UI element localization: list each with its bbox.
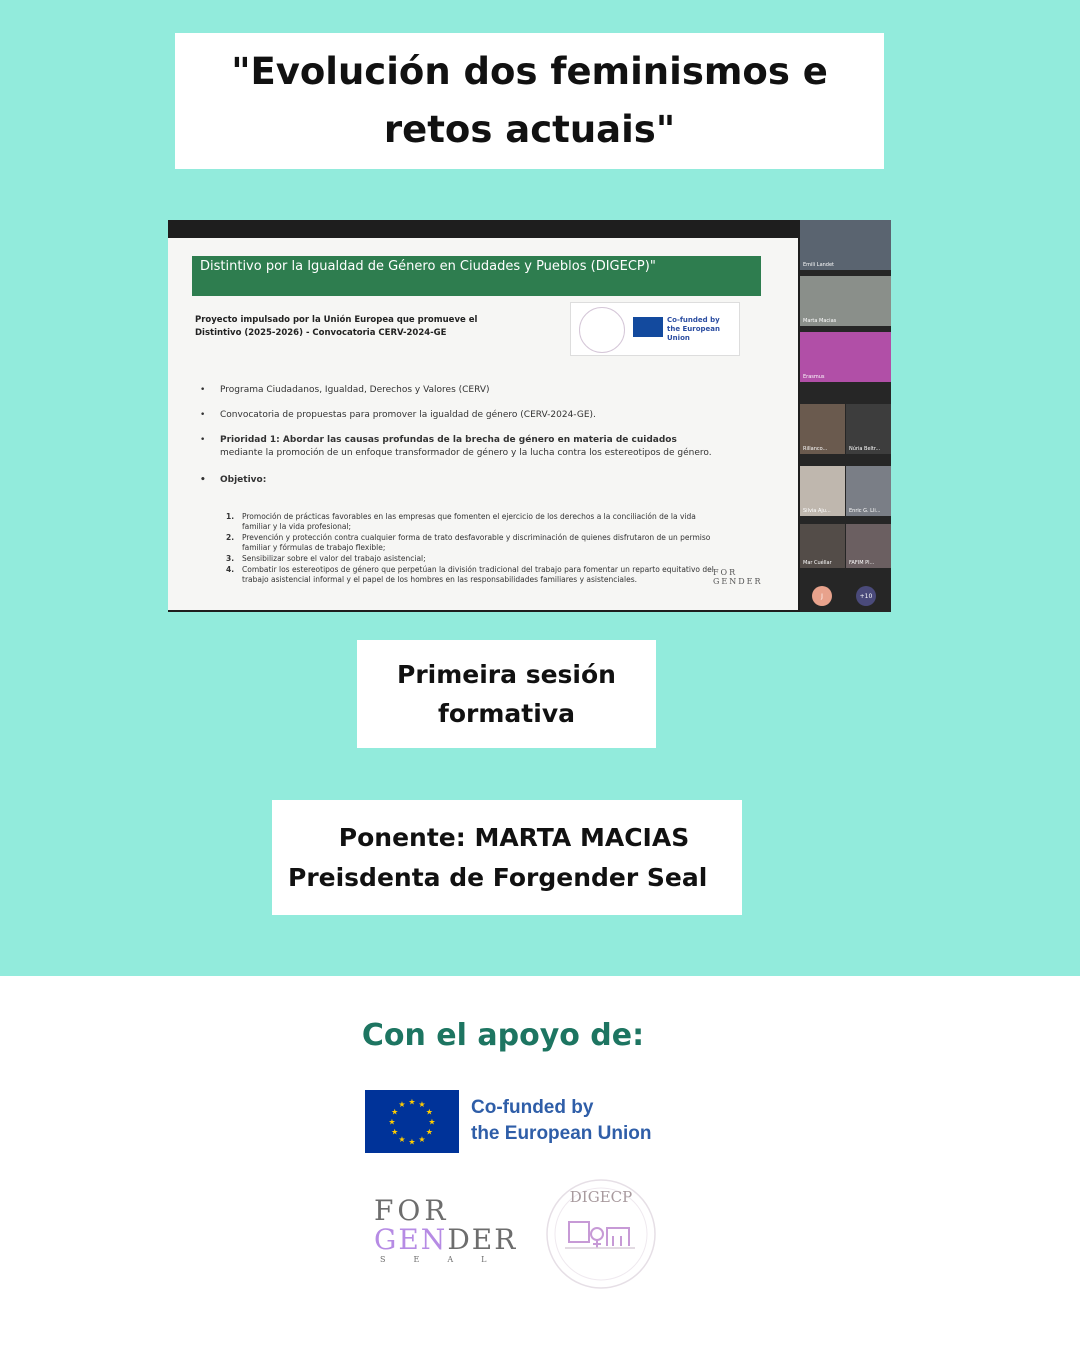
speaker-card — [272, 800, 742, 915]
participant-name: Silvia Aju... — [803, 508, 831, 514]
slide-fg-line-2: GENDER — [713, 577, 763, 586]
participant-name: Núria Beltr... — [849, 446, 881, 452]
eu-star-icon: ★ — [391, 1107, 399, 1117]
forgender-seal-logo — [374, 1194, 518, 1264]
participant-tile — [800, 524, 845, 568]
participant-name: Erasmus — [803, 374, 825, 380]
mini-cofunded-text — [667, 316, 739, 343]
participant-tile — [800, 332, 891, 382]
session-line-1: Primeira sesión — [397, 660, 616, 689]
slide-forgender-logo — [713, 568, 763, 586]
participant-name: FAFIM Pl... — [849, 560, 875, 566]
speaker-line-2: Preisdenta de Forgender Seal — [288, 863, 708, 892]
participant-tile — [800, 466, 845, 516]
eu-star-icon: ★ — [388, 1117, 396, 1127]
objective-number: 3. — [226, 554, 235, 563]
participant-name: Mar Cuéllar — [803, 560, 832, 566]
objective-list — [226, 512, 716, 586]
slide-logos — [570, 302, 740, 356]
objective-text: Combatir los estereotipos de género que perpetúan la división tradicional del trabajo para fomentar un reparto equitativo del trabajo asistencial informal y el papel de los hombres en las responsabilidades familiares y asistenciales. — [242, 565, 714, 584]
slide-intro-line-2: Distintivo (2025-2026) - Convocatoria CERV-2024-GE — [195, 328, 447, 338]
speaker-line-1: Ponente: MARTA MACIAS — [338, 823, 690, 852]
eu-star-icon: ★ — [408, 1137, 416, 1147]
fg-logo-seal: SEAL — [380, 1255, 515, 1264]
participant-tile — [846, 524, 891, 568]
eu-star-icon: ★ — [398, 1134, 406, 1144]
bullet-priority-detail: mediante la promoción de un enfoque transformador de género y la lucha contra los estereotipos de género. — [220, 448, 712, 458]
participant-tile — [846, 404, 891, 454]
objective-number: 2. — [226, 533, 235, 542]
slide-fg-line-1: FOR — [713, 568, 738, 577]
digecp-seal-icon — [545, 1178, 657, 1290]
slide-header: Distintivo por la Igualdad de Género en Ciudades y Pueblos (DIGECP)" — [192, 256, 761, 296]
slide-bullets — [220, 384, 740, 499]
title-line-2: retos actuais" — [383, 108, 676, 151]
bullet-item: • Programa Ciudadanos, Igualdad, Derechos y Valores (CERV) — [220, 384, 740, 397]
session-line-2: formativa — [438, 699, 575, 728]
objective-item — [226, 565, 716, 585]
mini-cofunded-line-2: the European Union — [667, 325, 721, 342]
digecp-mini-seal-icon — [579, 307, 625, 353]
participant-name: Rillanco... — [803, 446, 828, 452]
eu-mini-flag-icon — [633, 317, 663, 337]
presentation-slide — [168, 238, 798, 610]
title-line-1: "Evolución dos feminismos e — [231, 50, 828, 93]
participant-name: Marta Macias — [803, 318, 837, 324]
fg-logo-der: DER — [447, 1223, 518, 1256]
eu-line-1: Co-funded by — [471, 1097, 594, 1118]
objective-text: Prevención y protección contra cualquier forma de trato desfavorable y discriminación de quienes disfrutaron de un permiso familiar y fórmulas de trabajo flexible; — [242, 533, 711, 552]
eu-star-icon: ★ — [418, 1134, 426, 1144]
eu-star-icon: ★ — [391, 1127, 399, 1137]
participant-tile — [800, 220, 891, 270]
more-participants-badge[interactable]: +10 — [856, 586, 876, 606]
objective-text: Sensibilizar sobre el valor del trabajo asistencial; — [242, 554, 426, 563]
eu-line-2: the European Union — [471, 1123, 652, 1144]
session-card — [357, 640, 656, 748]
objective-item — [226, 533, 716, 553]
participant-tile — [846, 466, 891, 516]
eu-star-icon: ★ — [418, 1100, 426, 1110]
slide-intro — [195, 314, 525, 340]
objective-item — [226, 554, 716, 564]
eu-star-icon: ★ — [425, 1127, 433, 1137]
participant-tile — [800, 276, 891, 326]
eu-star-icon: ★ — [408, 1097, 416, 1107]
objective-number: 1. — [226, 512, 235, 521]
meeting-screenshot — [168, 220, 891, 612]
participants-panel — [800, 220, 891, 612]
fg-logo-gender — [374, 1225, 517, 1255]
bullet-priority: • Prioridad 1: Abordar las causas profundas de la brecha de género en materia de cuidados — [220, 435, 677, 445]
bullet-item — [220, 434, 740, 460]
eu-flag-icon — [365, 1090, 459, 1153]
participant-tile — [800, 404, 845, 454]
eu-cofunded-text — [471, 1095, 652, 1147]
support-heading: Con el apoyo de: — [361, 1018, 645, 1053]
objective-item — [226, 512, 716, 532]
participant-name: Emili Landet — [803, 262, 835, 268]
bullet-objective: • Objetivo: — [220, 474, 740, 487]
eu-star-icon: ★ — [398, 1100, 406, 1110]
title-card — [175, 33, 884, 169]
objective-number: 4. — [226, 565, 235, 574]
digecp-seal-text: DIGECP — [569, 1188, 633, 1206]
slide-intro-line-1: Proyecto impulsado por la Unión Europea que promueve el — [195, 315, 478, 325]
fg-logo-gen: GEN — [374, 1223, 448, 1256]
objective-text: Promoción de prácticas favorables en las empresas que fomenten el ejercicio de los derechos a la conciliación de la vida familiar y la vida profesional; — [242, 512, 696, 531]
mini-cofunded-line-1: Co-funded by — [667, 316, 720, 324]
avatar: J — [812, 586, 832, 606]
bullet-item: • Convocatoria de propuestas para promover la igualdad de género (CERV-2024-GE). — [220, 409, 740, 422]
eu-star-icon: ★ — [428, 1117, 436, 1127]
participant-name: Enric G. Lli... — [849, 508, 881, 514]
fg-logo-for: FOR — [374, 1194, 450, 1227]
eu-star-icon: ★ — [425, 1107, 433, 1117]
